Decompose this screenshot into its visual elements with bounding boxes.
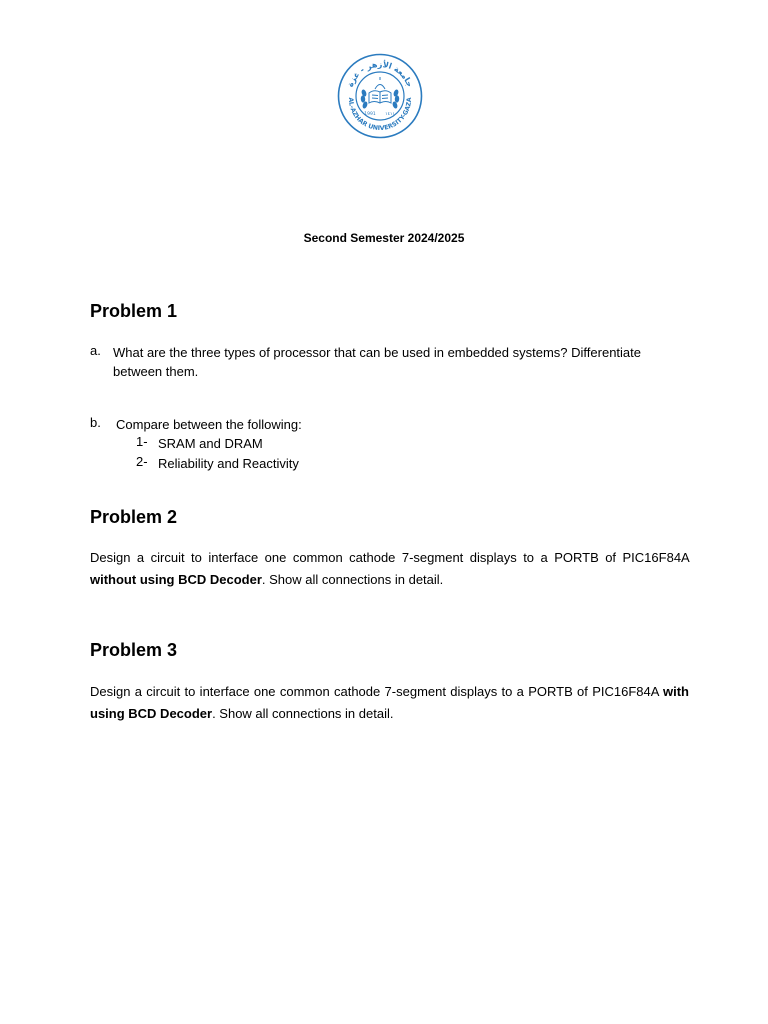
list-item: Reliability and Reactivity (158, 456, 299, 471)
problem-1-title: Problem 1 (90, 301, 178, 321)
problem-2-title: Problem 2 (90, 507, 178, 527)
problem-3-title: Problem 3 (90, 640, 178, 660)
logo-year-left: 1991 (364, 112, 376, 117)
logo-english-text: AL-AZHAR UNIVERSITY-GAZA (346, 97, 414, 133)
problem-1-b-marker: b. (90, 415, 101, 430)
problem-2-text-bold: without using BCD Decoder (90, 572, 262, 587)
problem-1-a-line-2: between them. (113, 364, 199, 379)
problem-3-text-tail: . Show all connections in detail. (212, 706, 394, 721)
problem-1-b-text: Compare between the following: (116, 417, 302, 432)
problem-3-text-main: Design a circuit to interface one common cathode 7-segment displays to a PORTB of PIC16F84A (90, 684, 659, 699)
book-icon (369, 91, 391, 103)
problem-1-a-marker: a. (90, 343, 101, 358)
problem-1-a-line-1: What are the three types of processor that can be used in embedded systems? Differentiate (113, 345, 641, 360)
problem-2-text-tail: . Show all connections in detail. (261, 572, 444, 587)
list-item: SRAM and DRAM (158, 436, 263, 451)
list-item-marker: 2- (136, 454, 148, 469)
list-item-marker: 1- (136, 434, 148, 449)
problem-2-text-main: Design a circuit to interface one common cathode 7-segment displays to a PORTB of PIC16F84A (90, 550, 689, 565)
dome-icon (375, 77, 385, 89)
problem-2-text (90, 547, 689, 591)
problem-3-text-bold: with using BCD Decoder (90, 684, 689, 721)
semester-heading: Second Semester 2024/2025 (303, 231, 465, 245)
logo-arabic-text: جامعة الأزهر - غزة (345, 60, 415, 89)
university-logo (337, 53, 423, 139)
problem-3-text (90, 681, 689, 725)
logo-year-right: ١٤١١ (385, 112, 395, 117)
